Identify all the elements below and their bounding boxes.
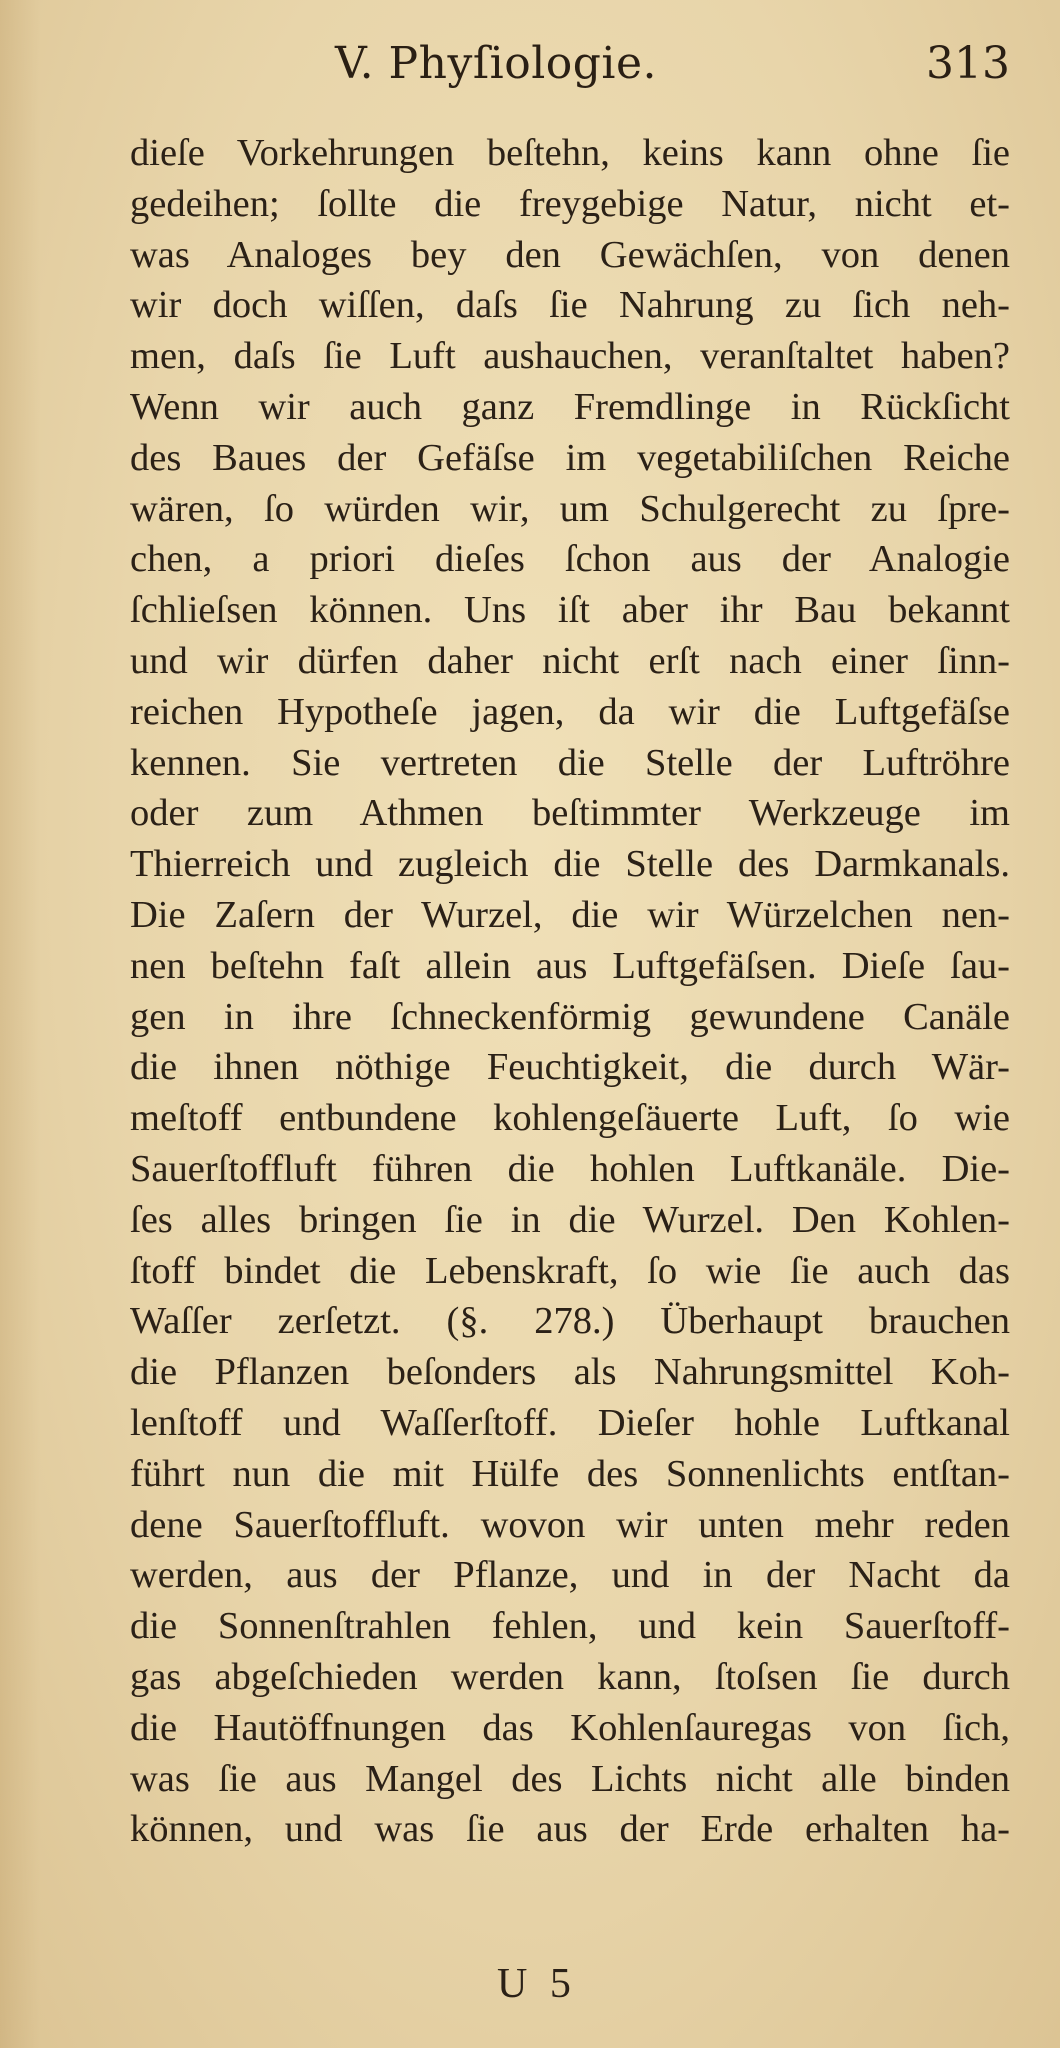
signature-mark: U 5 [497, 1961, 577, 2007]
text-line: des Baues der Gefäſse im vegetabiliſchen Reiche [130, 436, 1010, 479]
text-line: dene Sauerſtoffluft. wovon wir unten mehr reden [130, 1503, 1010, 1546]
text-line: Die Zaſern der Wurzel, die wir Würzelchen nen- [130, 893, 1010, 936]
text-line: nen beſtehn faſt allein aus Luftgefäſsen. Dieſe ſau- [130, 944, 1010, 987]
text-line: Thierreich und zugleich die Stelle des Darmkanals. [130, 843, 1010, 886]
text-line: Sauerſtoffluft führen die hohlen Luftkanäle. Die- [130, 1147, 1010, 1190]
text-line: wir doch wiſſen, daſs ſie Nahrung zu ſich neh- [130, 284, 1010, 327]
text-line: lenſtoff und Waſſerſtoff. Dieſer hohle Luftkanal [130, 1401, 1010, 1444]
text-line: men, daſs ſie Luft aushauchen, veranſtaltet haben? [130, 335, 1010, 378]
running-header [130, 38, 1010, 108]
body-text [130, 128, 1010, 1855]
text-line: was Analoges bey den Gewächſen, von denen [130, 233, 1010, 276]
text-line: kennen. Sie vertreten die Stelle der Luftröhre [130, 741, 1010, 784]
text-line: wären, ſo würden wir, um Schulgerecht zu ſpre- [130, 487, 1010, 530]
text-line: ſchlieſsen können. Uns iſt aber ihr Bau bekannt [130, 589, 1010, 632]
text-line: Wenn wir auch ganz Fremdlinge in Rückſicht [130, 385, 1010, 428]
text-line: werden, aus der Pflanze, und in der Nacht da [130, 1554, 1010, 1597]
text-line: und wir dürfen daher nicht erſt nach einer ſinn- [130, 639, 1010, 682]
text-line: reichen Hypotheſe jagen, da wir die Luftgefäſse [130, 690, 1010, 733]
text-line: können, und was ſie aus der Erde erhalten ha- [130, 1808, 1010, 1851]
text-line: gedeihen; ſollte die freygebige Natur, nicht et- [130, 182, 1010, 225]
text-line: ſes alles bringen ſie in die Wurzel. Den Kohlen- [130, 1198, 1010, 1241]
page-number: 313 [926, 38, 1010, 89]
text-line: ſtoff bindet die Lebenskraft, ſo wie ſie auch das [130, 1249, 1010, 1292]
text-line: führt nun die mit Hülfe des Sonnenlichts entſtan- [130, 1452, 1010, 1495]
text-line: die Hautöffnungen das Kohlenſauregas von ſich, [130, 1706, 1010, 1749]
chapter-title: V. Phyſiologie. [335, 38, 658, 89]
text-line: Waſſer zerſetzt. (§. 278.) Überhaupt brauchen [130, 1300, 1010, 1343]
text-line: gen in ihre ſchneckenförmig gewundene Canäle [130, 995, 1010, 1038]
page-edge-shading [0, 0, 40, 2048]
text-line: was ſie aus Mangel des Lichts nicht alle binden [130, 1757, 1010, 1800]
text-line: oder zum Athmen beſtimmter Werkzeuge im [130, 792, 1010, 835]
text-line: meſtoff entbundene kohlengeſäuerte Luft, ſo wie [130, 1097, 1010, 1140]
text-line: die Pflanzen beſonders als Nahrungsmittel Koh- [130, 1351, 1010, 1394]
text-line: gas abgeſchieden werden kann, ſtoſsen ſie durch [130, 1655, 1010, 1698]
text-line: chen, a priori dieſes ſchon aus der Analogie [130, 538, 1010, 581]
text-line: dieſe Vorkehrungen beſtehn, keins kann ohne ſie [130, 132, 1010, 174]
text-line: die ihnen nöthige Feuchtigkeit, die durch Wär- [130, 1046, 1010, 1089]
text-line: die Sonnenſtrahlen fehlen, und kein Sauerſtoff- [130, 1605, 1010, 1648]
